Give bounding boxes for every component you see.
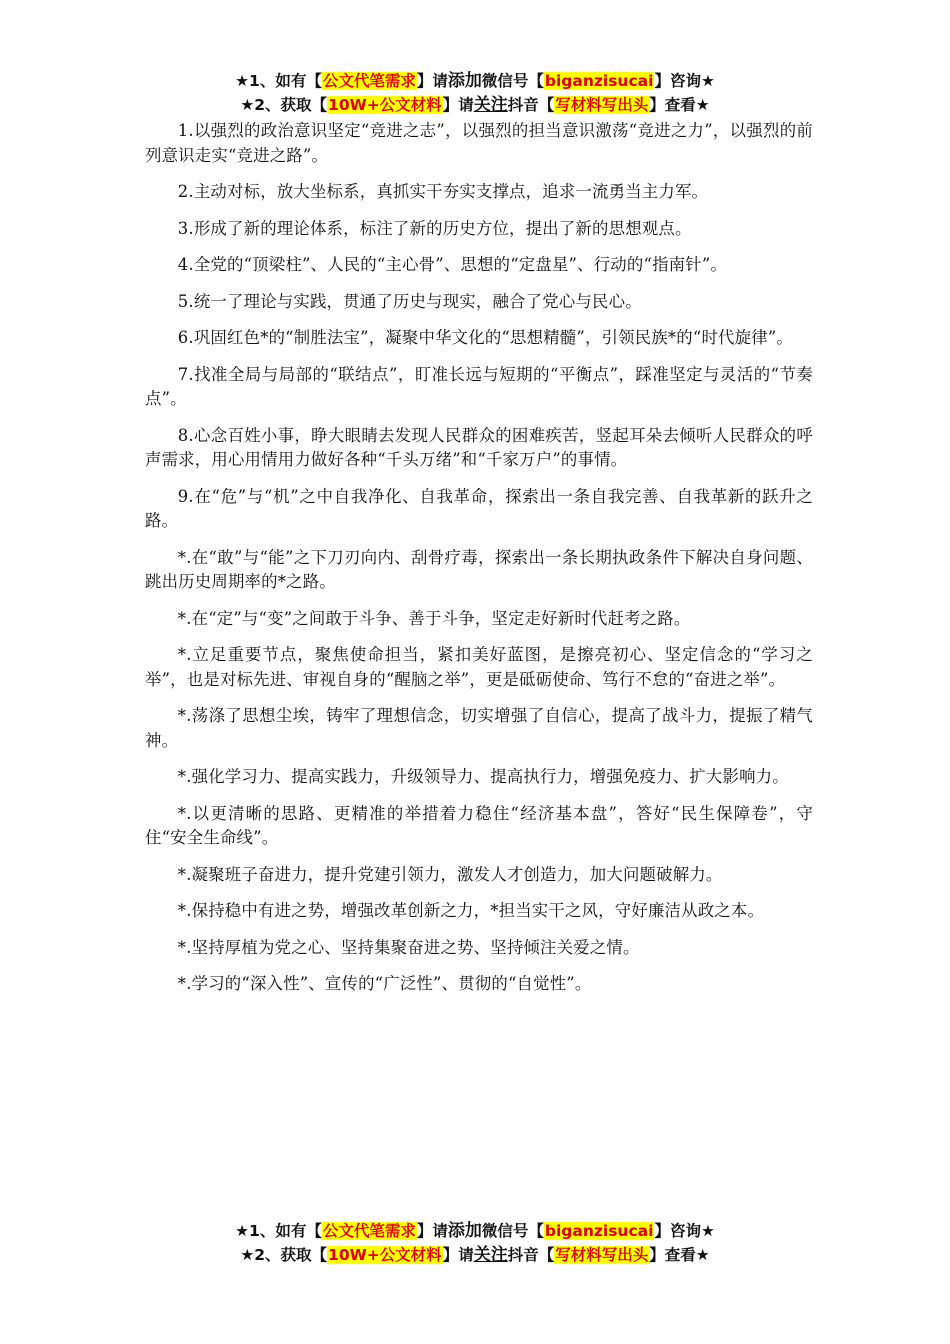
highlight-douyin-id: 写材料写出头: [555, 1246, 649, 1264]
banner-text: ★2、获取【: [240, 96, 328, 114]
paragraph: *.凝聚班子奋进力，提升党建引领力，激发人才创造力，加大问题破解力。: [177, 864, 723, 884]
paragraph: *.立足重要节点，聚焦使命担当，紧扣美好蓝图，是擦亮初心、坚定信念的“学习之举”，也是对标先进、审视自身的“醒脑之举”，更是砥砺使命、笃行不怠的“奋进之举”。: [145, 645, 813, 689]
banner-text: 】查看★: [649, 96, 710, 114]
footer-banner: [0, 1219, 950, 1267]
paragraph: 7.找准全局与局部的“联结点”，盯准长远与短期的“平衡点”，踩准坚定与灵活的“节奏点”。: [145, 364, 813, 408]
document-body: [145, 119, 813, 1009]
banner-text: 】请: [416, 1222, 448, 1240]
paragraph: 5.统一了理论与实践，贯通了历史与现实，融合了党心与民心。: [177, 291, 642, 311]
highlight-service: 公文代笔需求: [322, 1222, 416, 1240]
highlight-materials: 10W+公文材料: [328, 96, 442, 114]
paragraph: 8.心念百姓小事，睁大眼睛去发现人民群众的困难疾苦，竖起耳朵去倾听人民群众的呼声需求，用心用情用力做好各种“千头万绪”和“千家万户”的事情。: [145, 425, 813, 469]
highlight-service: 公文代笔需求: [322, 72, 416, 90]
banner-emphasis: 添加: [447, 71, 482, 91]
banner-line-2: [0, 1243, 950, 1267]
banner-text: 】查看★: [649, 1246, 710, 1264]
paragraph: *.强化学习力、提高实践力，升级领导力、提高执行力，增强免疫力、扩大影响力。: [177, 767, 789, 786]
banner-text: 】请: [442, 1246, 474, 1264]
paragraph: *.以更清晰的思路、更精准的举措着力稳住“经济基本盘”，答好“民生保障卷”，守住“安全生命线”。: [145, 803, 813, 847]
banner-line-2: [0, 93, 950, 117]
banner-text: 】请: [442, 96, 474, 114]
paragraph: 9.在“危”与“机”之中自我净化、自我革命，探索出一条自我完善、自我革新的跃升之路。: [145, 486, 813, 530]
paragraph: *.学习的“深入性”、宣传的“广泛性”、贯彻的“自觉性”。: [177, 974, 592, 993]
paragraph: 3.形成了新的理论体系，标注了新的历史方位，提出了新的思想观点。: [177, 218, 692, 238]
banner-text: 抖音【: [507, 96, 555, 114]
banner-line-1: [0, 69, 950, 93]
banner-text: ★1、如有【: [235, 1222, 322, 1240]
banner-text: 】咨询★: [654, 1222, 715, 1240]
banner-emphasis: 添加: [447, 1221, 482, 1241]
header-banner: [0, 69, 950, 117]
banner-text: 】咨询★: [654, 72, 715, 90]
banner-text: 抖音【: [507, 1246, 555, 1264]
banner-text: 】请: [416, 72, 448, 90]
highlight-wechat-id: biganzisucai: [544, 1222, 654, 1240]
highlight-wechat-id: biganzisucai: [544, 72, 654, 90]
banner-text: 微信号【: [481, 1222, 544, 1240]
paragraph: *.在“定”与“变”之间敢于斗争、善于斗争，坚定走好新时代赶考之路。: [177, 608, 691, 628]
highlight-douyin-id: 写材料写出头: [555, 96, 649, 114]
banner-text: 微信号【: [481, 72, 544, 90]
paragraph: *.荡涤了思想尘埃，铸牢了理想信念，切实增强了自信心，提高了战斗力，提振了精气神。: [145, 706, 813, 750]
banner-emphasis: 关注: [473, 1245, 508, 1265]
banner-text: ★1、如有【: [235, 72, 322, 90]
paragraph: *.坚持厚植为党之心、坚持集聚奋进之势、坚持倾注关爱之情。: [177, 937, 640, 957]
banner-emphasis: 关注: [473, 95, 508, 115]
banner-text: ★2、获取【: [240, 1246, 328, 1264]
paragraph: *.保持稳中有进之势，增强改革创新之力，*担当实干之风，守好廉洁从政之本。: [177, 901, 765, 920]
paragraph: 2.主动对标，放大坐标系，真抓实干夯实支撑点，追求一流勇当主力军。: [177, 182, 709, 201]
highlight-materials: 10W+公文材料: [328, 1246, 442, 1264]
paragraph: 1.以强烈的政治意识坚定“竞进之志”，以强烈的担当意识激荡“竞进之力”，以强烈的前列意识走实“竞进之路”。: [145, 121, 813, 165]
paragraph: 4.全党的“顶梁柱”、人民的“主心骨”、思想的“定盘星”、行动的“指南针”。: [177, 255, 728, 274]
paragraph: *.在“敢”与“能”之下刀刃向内、刮骨疗毒，探索出一条长期执政条件下解决自身问题、跳出历史周期率的*之路。: [145, 547, 813, 591]
banner-line-1: [0, 1219, 950, 1243]
paragraph: 6.巩固红色*的“制胜法宝”，凝聚中华文化的“思想精髓”，引领民族*的“时代旋律”。: [177, 328, 794, 347]
